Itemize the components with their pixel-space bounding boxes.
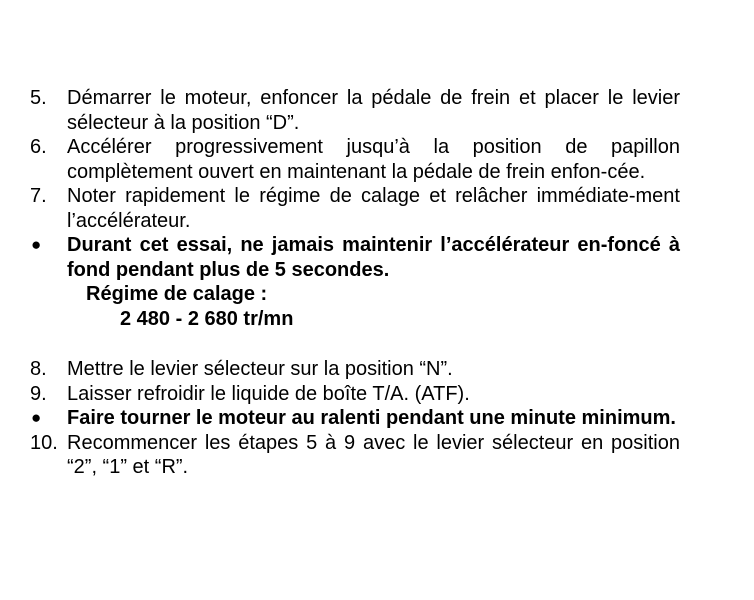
step-5 [30, 86, 680, 135]
bullet-icon: ● [31, 408, 42, 427]
warning-text: Durant cet essai, ne jamais maintenir l’accélérateur en-foncé à fond pendant plus de 5 secondes. [67, 234, 680, 281]
step-10 [30, 431, 680, 480]
stall-speed-value: 2 480 - 2 680 tr/mn [120, 308, 294, 330]
warning-full-throttle [30, 233, 680, 282]
step-text: Mettre le levier sélecteur sur la position “N”. [67, 358, 453, 380]
step-8 [30, 357, 680, 382]
procedure-document [30, 86, 680, 480]
warning-idle [30, 406, 680, 431]
step-9 [30, 382, 680, 407]
step-text: Recommencer les étapes 5 à 9 avec le levier sélecteur en position “2”, “1” et “R”. [67, 431, 680, 478]
step-number: 10. [30, 431, 58, 454]
step-text: Accélérer progressivement jusqu’à la position de papillon complètement ouvert en maintenant la pédale de frein enfon-cée. [67, 136, 680, 183]
step-number: 6. [30, 136, 47, 158]
step-text: Laisser refroidir le liquide de boîte T/A. (ATF). [67, 382, 470, 405]
step-6 [30, 135, 680, 184]
step-number: 5. [30, 87, 47, 109]
step-number: 7. [30, 185, 47, 207]
step-7 [30, 184, 680, 233]
step-text: Démarrer le moteur, enfoncer la pédale de frein et placer le levier sélecteur à la position “D”. [67, 87, 680, 134]
step-number: 8. [30, 358, 47, 380]
stall-speed-label: Régime de calage : [86, 283, 268, 305]
warning-text: Faire tourner le moteur au ralenti pendant une minute minimum. [67, 407, 676, 429]
step-number: 9. [30, 382, 47, 405]
bullet-icon: ● [31, 235, 42, 254]
spacer [30, 332, 680, 357]
step-text: Noter rapidement le régime de calage et relâcher immédiate-ment l’accélérateur. [67, 185, 680, 232]
